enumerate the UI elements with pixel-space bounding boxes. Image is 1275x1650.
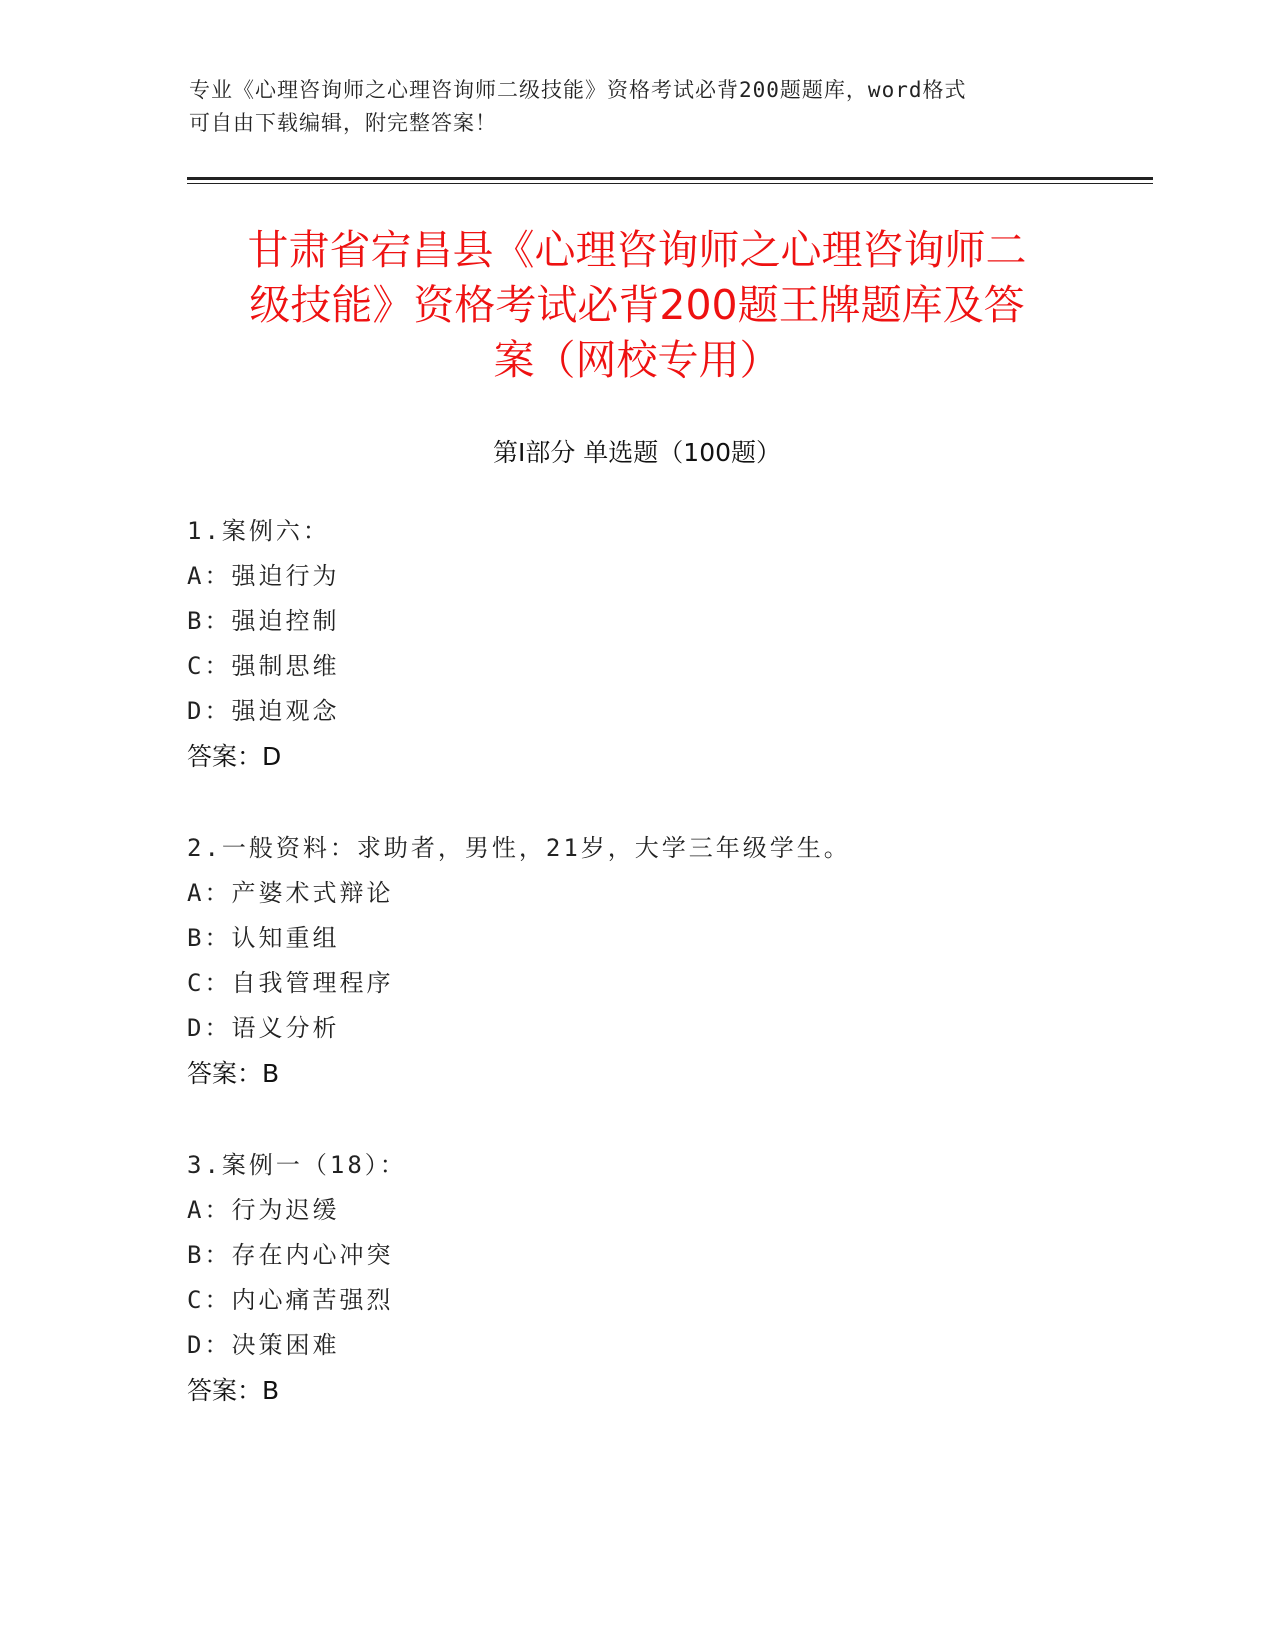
- document-title-line: 甘肃省宕昌县《心理咨询师之心理咨询师二: [247, 226, 1027, 274]
- section-title: 第Ⅰ部分 单选题（100题）: [492, 438, 782, 467]
- question-option: D：强迫观念: [187, 697, 340, 725]
- header-divider: [187, 183, 1153, 184]
- question-option: C：内心痛苦强烈: [187, 1286, 394, 1314]
- document-title-line: 案（网校专用）: [493, 336, 781, 384]
- question-answer: 答案：D: [187, 742, 282, 771]
- question-answer: 答案：B: [187, 1376, 280, 1405]
- question-stem: 3.案例一（18）：: [187, 1151, 407, 1179]
- question-option: C：自我管理程序: [187, 969, 394, 997]
- question-option: B：认知重组: [187, 924, 340, 952]
- question-option: D：语义分析: [187, 1014, 340, 1042]
- header-divider: [187, 177, 1153, 180]
- header-note-line: 可自由下载编辑，附完整答案！: [189, 111, 497, 135]
- header-note: [189, 74, 1069, 140]
- question-option: C：强制思维: [187, 652, 340, 680]
- question-option: D：决策困难: [187, 1331, 340, 1359]
- question-option: B：存在内心冲突: [187, 1241, 394, 1269]
- question-option: A：产婆术式辩论: [187, 879, 394, 907]
- header-note-line: 专业《心理咨询师之心理咨询师二级技能》资格考试必背200题题库，word格式: [189, 78, 967, 102]
- question-option: A：强迫行为: [187, 562, 340, 590]
- question-option: B：强迫控制: [187, 607, 340, 635]
- question-option: A：行为迟缓: [187, 1196, 340, 1224]
- question-stem: 2.一般资料：求助者，男性，21岁，大学三年级学生。: [187, 834, 851, 862]
- question-block: [187, 826, 1087, 1096]
- question-block: [187, 1143, 1087, 1413]
- document-title: [187, 223, 1087, 388]
- question-block: [187, 509, 1087, 779]
- question-stem: 1.案例六：: [187, 517, 330, 545]
- question-answer: 答案：B: [187, 1059, 280, 1088]
- document-title-line: 级技能》资格考试必背200题王牌题库及答: [249, 281, 1025, 329]
